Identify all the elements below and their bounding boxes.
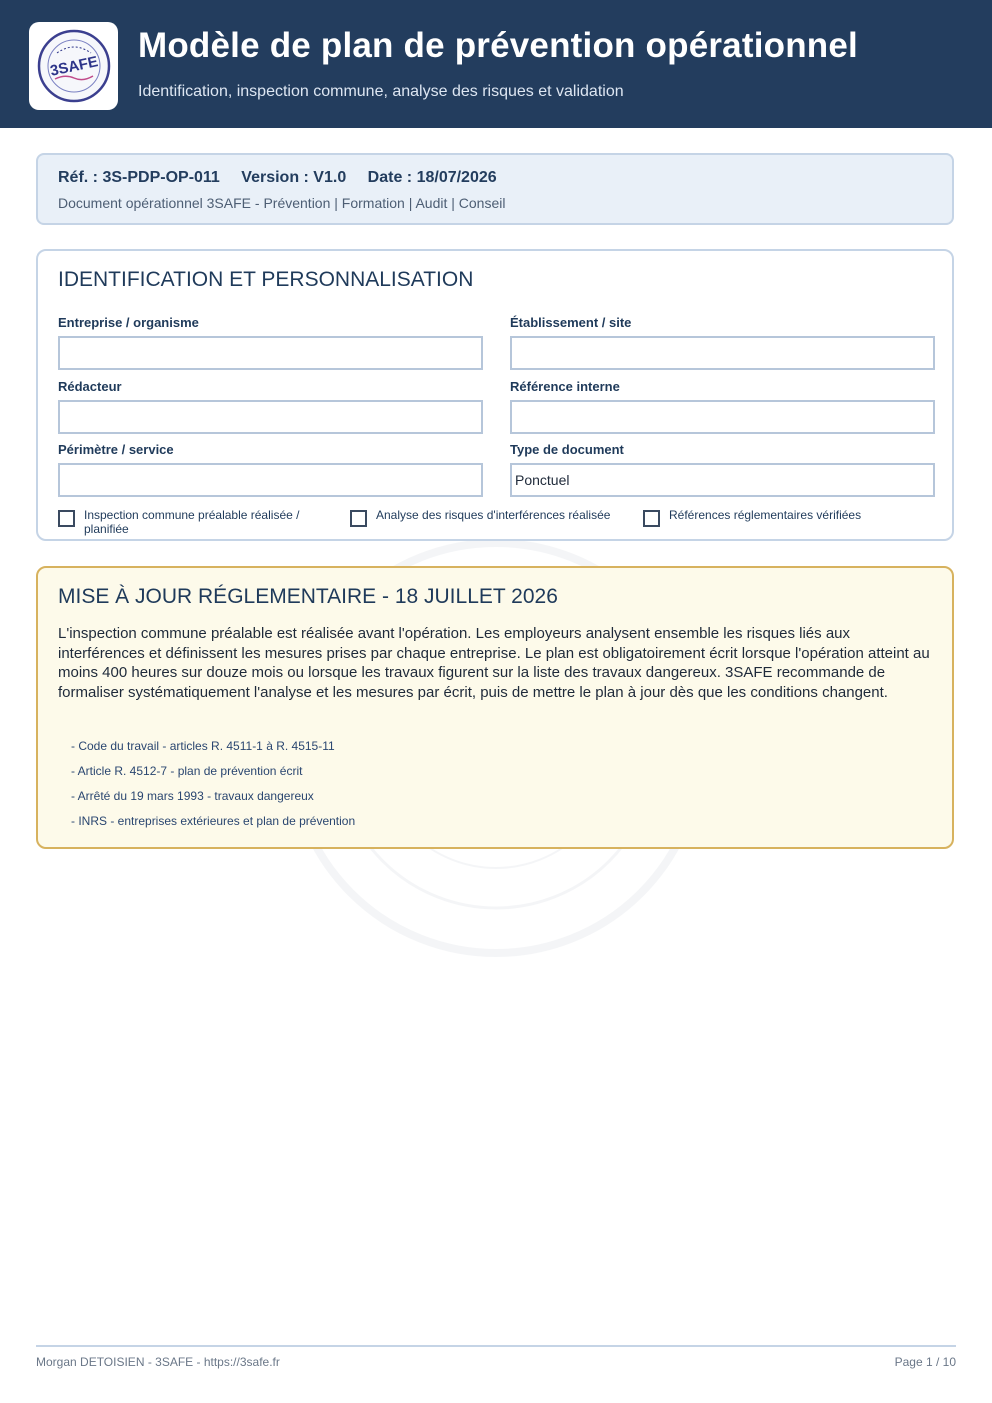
footer-author: Morgan DETOISIEN - 3SAFE - https://3safe.fr — [36, 1355, 280, 1369]
reference-code: Réf. : 3S-PDP-OP-011 — [58, 169, 220, 186]
checkbox-regulations-label: Références réglementaires vérifiées — [669, 508, 862, 522]
checkbox-risk-analysis-label: Analyse des risques d'interférences réalisée — [376, 508, 611, 522]
company-label: Entreprise / organisme — [58, 315, 199, 330]
identification-title: IDENTIFICATION ET PERSONNALISATION — [58, 268, 474, 291]
page-subtitle: Identification, inspection commune, analyse des risques et validation — [138, 83, 624, 100]
internal-ref-label: Référence interne — [510, 379, 620, 394]
footer-page-number: Page 1 / 10 — [894, 1355, 956, 1369]
logo-text: 3SAFE — [48, 53, 100, 80]
scope-input[interactable] — [58, 463, 483, 497]
regulatory-update-section — [36, 566, 954, 849]
page-header — [0, 0, 992, 128]
reference-item: - Article R. 4512-7 - plan de prévention écrit — [71, 764, 303, 778]
checkbox-regulations[interactable] — [643, 508, 923, 527]
checkbox-inspection-box[interactable] — [58, 510, 75, 527]
site-input[interactable] — [510, 336, 935, 370]
regulatory-update-text: L'inspection commune préalable est réalisée avant l'opération. Les employeurs analysent ensemble les risques liés aux interférences et définissent les mesures prises par chaque entreprise. Le plan est obligatoirement écrit lorsque l'opération atteint au moins 400 heures sur douze mois ou lorsque les travaux figurent sur la liste des travaux dangereux. 3SAFE recommande de formaliser systématiquement l'analyse et les mesures par écrit, puis de mettre le plan à jour dès que les conditions changent. — [58, 625, 930, 701]
logo-3safe — [35, 27, 113, 105]
doc-type-label: Type de document — [510, 442, 624, 457]
reference-box — [36, 153, 954, 225]
reference-date: Date : 18/07/2026 — [367, 169, 497, 186]
reference-version: Version : V1.0 — [241, 169, 347, 186]
checkbox-inspection-label: Inspection commune préalable réalisée / planifiée — [84, 508, 300, 536]
checkbox-regulations-box[interactable] — [643, 510, 660, 527]
identification-section — [36, 249, 954, 541]
checkbox-inspection[interactable] — [58, 508, 328, 536]
author-label: Rédacteur — [58, 379, 122, 394]
footer-divider — [36, 1345, 956, 1347]
site-label: Établissement / site — [510, 315, 632, 330]
reference-description: Document opérationnel 3SAFE - Prévention | Formation | Audit | Conseil — [58, 195, 506, 211]
company-input[interactable] — [58, 336, 483, 370]
page-title: Modèle de plan de prévention opérationnel — [138, 26, 858, 65]
scope-label: Périmètre / service — [58, 442, 174, 457]
doc-type-input[interactable] — [510, 463, 935, 497]
reference-list — [71, 734, 355, 834]
reference-item: - Code du travail - articles R. 4511-1 à R. 4515-11 — [71, 739, 335, 753]
checkbox-risk-analysis-box[interactable] — [350, 510, 367, 527]
checkbox-risk-analysis[interactable] — [350, 508, 630, 527]
reference-item: - INRS - entreprises extérieures et plan de prévention — [71, 814, 356, 828]
author-input[interactable] — [58, 400, 483, 434]
logo-container — [29, 22, 118, 110]
reference-item: - Arrêté du 19 mars 1993 - travaux dangereux — [71, 789, 314, 803]
regulatory-update-title: MISE À JOUR RÉGLEMENTAIRE - 18 JUILLET 2026 — [58, 585, 558, 608]
internal-ref-input[interactable] — [510, 400, 935, 434]
reference-line — [58, 169, 514, 187]
